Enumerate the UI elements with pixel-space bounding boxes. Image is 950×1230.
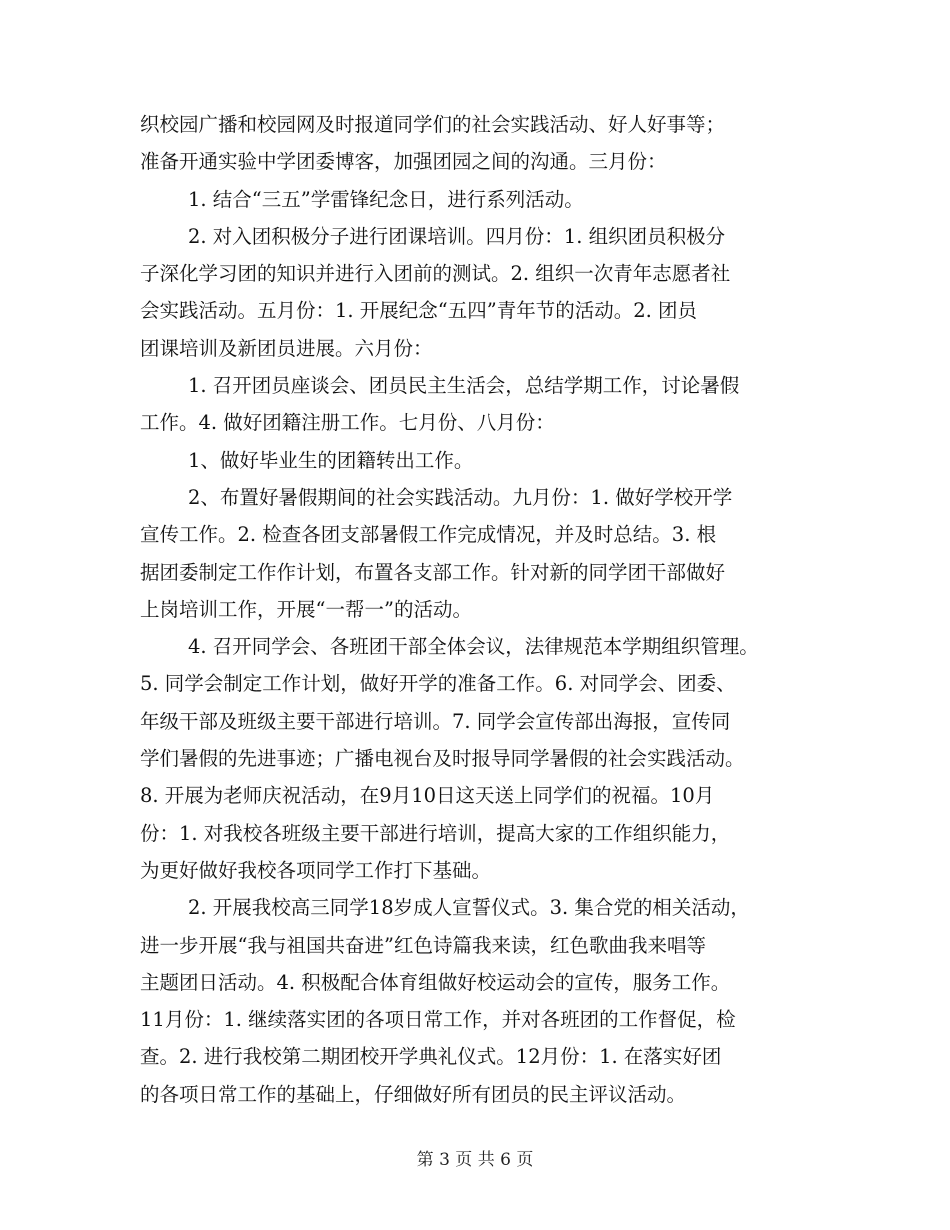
text-line: 主题团日活动。4. 积极配合体育组做好校运动会的宣传，服务工作。 bbox=[140, 970, 731, 994]
text-line: 准备开通实验中学团委博客，加强团园之间的沟通。三月份： bbox=[140, 150, 667, 174]
text-line: 2. 开展我校高三同学18岁成人宣誓仪式。3. 集合党的相关活动， bbox=[188, 896, 750, 920]
document-body bbox=[140, 106, 840, 1113]
text-line: 1、做好毕业生的团籍转出工作。 bbox=[188, 448, 474, 472]
text-line: 工作。4. 做好团籍注册工作。七月份、八月份： bbox=[140, 411, 555, 435]
page-footer: 第 3 页 共 6 页 bbox=[416, 1150, 534, 1170]
text-line: 4. 召开同学会、各班团干部全体会议，法律规范本学期组织管理。 bbox=[188, 635, 759, 659]
text-line: 份：1. 对我校各班级主要干部进行培训，提高大家的工作组织能力， bbox=[140, 821, 731, 845]
text-line: 的各项日常工作的基础上，仔细做好所有团员的民主评议活动。 bbox=[140, 1082, 687, 1106]
text-line: 2. 对入团积极分子进行团课培训。四月份：1. 组织团员积极分 bbox=[188, 224, 726, 248]
text-line: 进一步开展“我与祖国共奋进”红色诗篇我来读，红色歌曲我来唱等 bbox=[140, 933, 706, 957]
text-line: 学们暑假的先进事迹；广播电视台及时报导同学暑假的社会实践活动。 bbox=[140, 747, 745, 771]
text-line: 查。2. 进行我校第二期团校开学典礼仪式。12月份：1. 在落实好团 bbox=[140, 1045, 722, 1069]
text-line: 子深化学习团的知识并进行入团前的测试。2. 组织一次青年志愿者社 bbox=[140, 262, 731, 286]
text-line: 11月份：1. 继续落实团的各项日常工作，并对各班团的工作督促，检 bbox=[140, 1008, 736, 1032]
text-line: 2、布置好暑假期间的社会实践活动。九月份：1. 做好学校开学 bbox=[188, 485, 733, 509]
text-line: 8. 开展为老师庆祝活动，在9月10日这天送上同学们的祝福。10月 bbox=[140, 784, 715, 808]
text-line: 团课培训及新团员进展。六月份： bbox=[140, 336, 433, 360]
text-line: 织校园广播和校园网及时报道同学们的社会实践活动、好人好事等； bbox=[140, 113, 726, 136]
text-line: 上岗培训工作，开展“一帮一”的活动。 bbox=[140, 597, 472, 621]
text-line: 为更好做好我校各项同学工作打下基础。 bbox=[140, 858, 492, 882]
text-line: 年级干部及班级主要干部进行培训。7. 同学会宣传部出海报，宣传同 bbox=[140, 709, 731, 733]
text-line: 宣传工作。2. 检查各团支部暑假工作完成情况，并及时总结。3. 根 bbox=[140, 523, 717, 547]
text-line: 5. 同学会制定工作计划，做好开学的准备工作。6. 对同学会、团委、 bbox=[140, 672, 736, 696]
text-line: 据团委制定工作作计划，布置各支部工作。针对新的同学团干部做好 bbox=[140, 560, 726, 584]
text-line: 1. 结合“三五”学雷锋纪念日，进行系列活动。 bbox=[188, 187, 584, 211]
text-line: 会实践活动。五月份：1. 开展纪念“五四”青年节的活动。2. 团员 bbox=[140, 299, 698, 323]
text-line: 1. 召开团员座谈会、团员民主生活会，总结学期工作，讨论暑假 bbox=[188, 374, 740, 398]
